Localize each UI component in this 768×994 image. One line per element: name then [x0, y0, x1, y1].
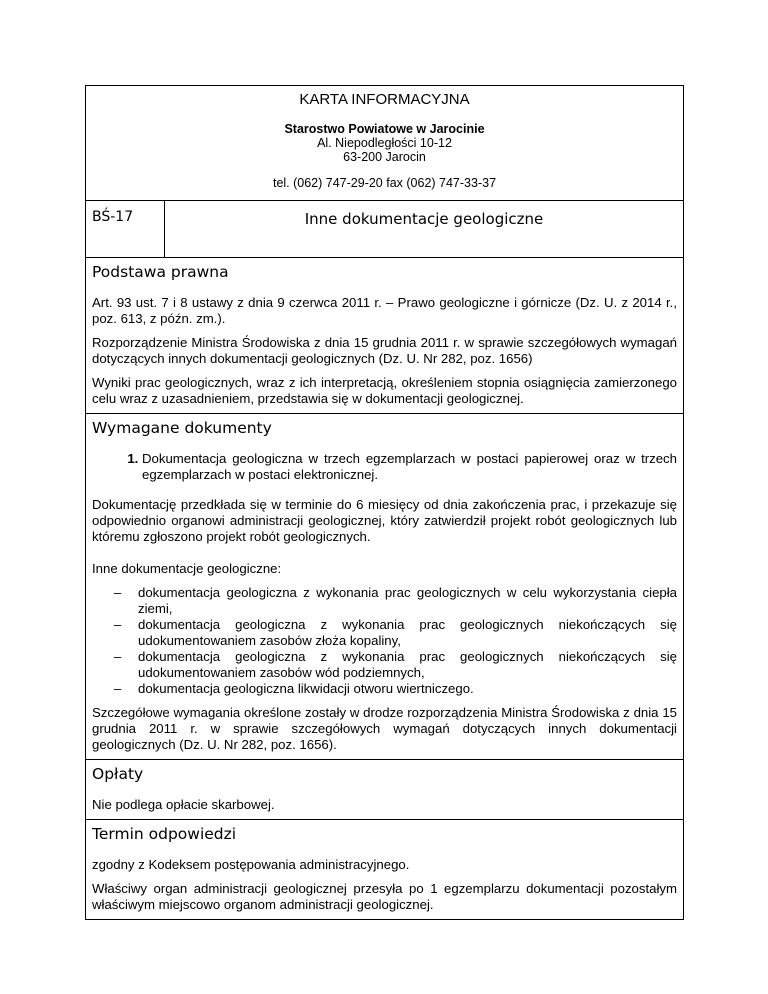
- information-card: [85, 85, 684, 920]
- contact-phone-fax: tel. (062) 747-29-20 fax (062) 747-33-37: [272, 176, 497, 190]
- card-name: Inne dokumentacje geologiczne: [304, 210, 544, 228]
- list-item: 1. Dokumentacja geologiczna w trzech egzemplarzach w postaci papierowej oraz w trzech egzemplarzach w postaci elektronicznej.: [142, 451, 677, 483]
- list-item: – dokumentacja geologiczna z wykonania prac geologicznych w celu wykorzystania ciepła ziemi,: [138, 585, 677, 617]
- paragraph: Rozporządzenie Ministra Środowiska z dnia 15 grudnia 2011 r. w sprawie szczegółowych wymagań dotyczących innych dokumentacji geologicznych (Dz. U. Nr 282, poz. 1656): [92, 335, 677, 366]
- paragraph: Wyniki prac geologicznych, wraz z ich interpretacją, określeniem stopnia osiągnięcia zamierzonego celu wraz z uzasadnieniem, przedstawia się w dokumentacji geologicznej.: [92, 375, 677, 406]
- other-documentation-list: [92, 585, 677, 697]
- required-documents-list: [92, 451, 677, 483]
- paragraph: Właściwy organ administracji geologicznej przesyła po 1 egzemplarzu dokumentacji pozostałym właściwym miejscowo organom administracji geologicznej.: [92, 881, 677, 912]
- section-heading: Wymagane dokumenty: [92, 419, 272, 437]
- card-header: [86, 86, 683, 201]
- paragraph: Inne dokumentacje geologiczne:: [92, 561, 282, 576]
- address-city: 63-200 Jarocin: [343, 150, 426, 164]
- section-heading: Opłaty: [92, 765, 144, 783]
- list-item: – dokumentacja geologiczna likwidacji otworu wiertniczego.: [138, 681, 677, 697]
- paragraph: Dokumentację przedkłada się w terminie do 6 miesięcy od dnia zakończenia prac, i przekazuje się odpowiednio organowi administracji geologicznej, który zatwierdził projekt robót geologicznych lub któremu zgłoszono projekt robót geologicznych.: [92, 497, 677, 544]
- paragraph: zgodny z Kodeksem postępowania administracyjnego.: [92, 857, 410, 872]
- section-required-documents: [86, 414, 683, 760]
- section-legal-basis: [86, 258, 683, 414]
- section-fees: [86, 760, 683, 820]
- list-item: – dokumentacja geologiczna z wykonania prac geologicznych niekończących się udokumentowaniem zasobów złoża kopaliny,: [138, 617, 677, 649]
- list-item: – dokumentacja geologiczna z wykonania prac geologicznych niekończących się udokumentowaniem zasobów wód podziemnych,: [138, 649, 677, 681]
- card-code: BŚ-17: [86, 201, 165, 257]
- card-code-row: [86, 201, 683, 258]
- address-street: Al. Niepodległości 10-12: [317, 136, 452, 150]
- section-heading: Termin odpowiedzi: [92, 825, 237, 843]
- section-response-time: [86, 820, 683, 919]
- paragraph: Szczegółowe wymagania określone zostały w drodze rozporządzenia Ministra Środowiska z dnia 15 grudnia 2011 r. w sprawie szczegółowych wymagań dotyczących innych dokumentacji geologicznych (Dz. U. Nr 282, poz. 1656).: [92, 705, 677, 752]
- paragraph: Art. 93 ust. 7 i 8 ustawy z dnia 9 czerwca 2011 r. – Prawo geologiczne i górnicze (Dz. U. z 2014 r., poz. 613, z późn. zm.).: [92, 295, 677, 326]
- card-title: KARTA INFORMACYJNA: [299, 91, 470, 108]
- office-name: Starostwo Powiatowe w Jarocinie: [284, 122, 485, 136]
- section-heading: Podstawa prawna: [92, 263, 229, 281]
- paragraph: Nie podlega opłacie skarbowej.: [92, 797, 275, 812]
